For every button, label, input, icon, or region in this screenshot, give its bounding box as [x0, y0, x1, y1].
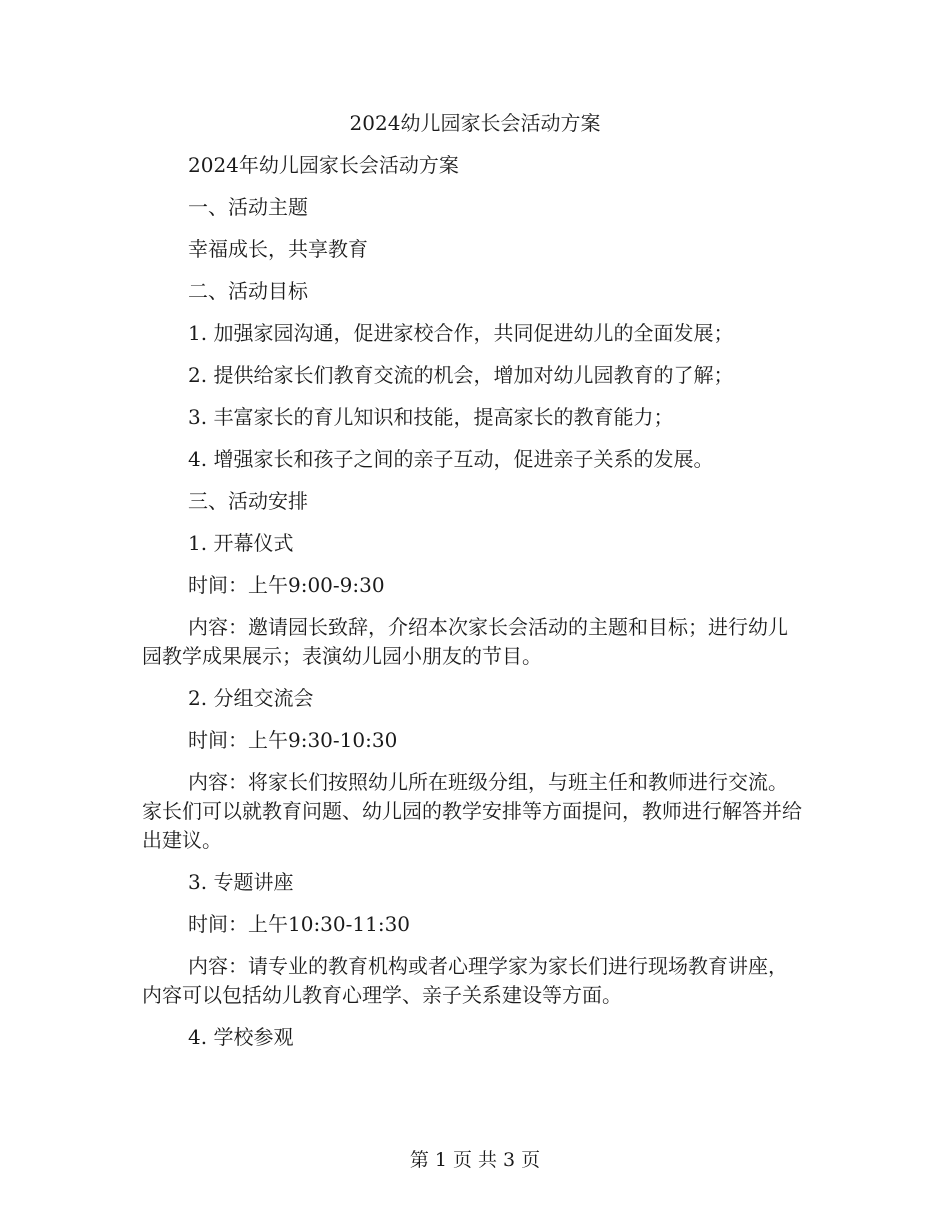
- list-item: 1. 加强家园沟通，促进家校合作，共同促进幼儿的全面发展；: [188, 321, 734, 345]
- list-item: 2. 提供给家长们教育交流的机会，增加对幼儿园教育的了解；: [188, 363, 734, 387]
- paragraph: 内容：将家长们按照幼儿所在班级分组，与班主任和教师进行交流。家长们可以就教育问题、幼儿园的教学安排等方面提问，教师进行解答并给出建议。: [142, 770, 802, 852]
- paragraph: 内容：邀请园长致辞，介绍本次家长会活动的主题和目标；进行幼儿园教学成果展示；表演幼儿园小朋友的节目。: [142, 615, 788, 668]
- section-heading: 二、活动目标: [188, 279, 308, 303]
- document-body: [142, 151, 807, 1065]
- subsection-heading: 2. 分组交流会: [188, 686, 314, 710]
- subsection-heading: 1. 开幕仪式: [188, 531, 294, 555]
- paragraph: 内容：请专业的教育机构或者心理学家为家长们进行现场教育讲座，内容可以包括幼儿教育心理学、亲子关系建设等方面。: [142, 954, 788, 1007]
- document-title: 2024幼儿园家长会活动方案: [349, 111, 601, 135]
- paragraph: 时间：上午9:30-10:30: [188, 728, 398, 752]
- section-heading: 三、活动安排: [188, 489, 308, 513]
- paragraph: 时间：上午10:30-11:30: [188, 912, 411, 936]
- list-item: 3. 丰富家长的育儿知识和技能，提高家长的教育能力；: [188, 405, 674, 429]
- paragraph: 时间：上午9:00-9:30: [188, 573, 385, 597]
- section-heading: 一、活动主题: [188, 195, 308, 219]
- paragraph: 2024年幼儿园家长会活动方案: [188, 153, 459, 177]
- subsection-heading: 3. 专题讲座: [188, 870, 294, 894]
- list-item: 4. 增强家长和孩子之间的亲子互动，促进亲子关系的发展。: [188, 447, 714, 471]
- page-footer: 第 1 页 共 3 页: [409, 1149, 541, 1171]
- subsection-heading: 4. 学校参观: [188, 1025, 294, 1049]
- paragraph: 幸福成长，共享教育: [188, 237, 368, 261]
